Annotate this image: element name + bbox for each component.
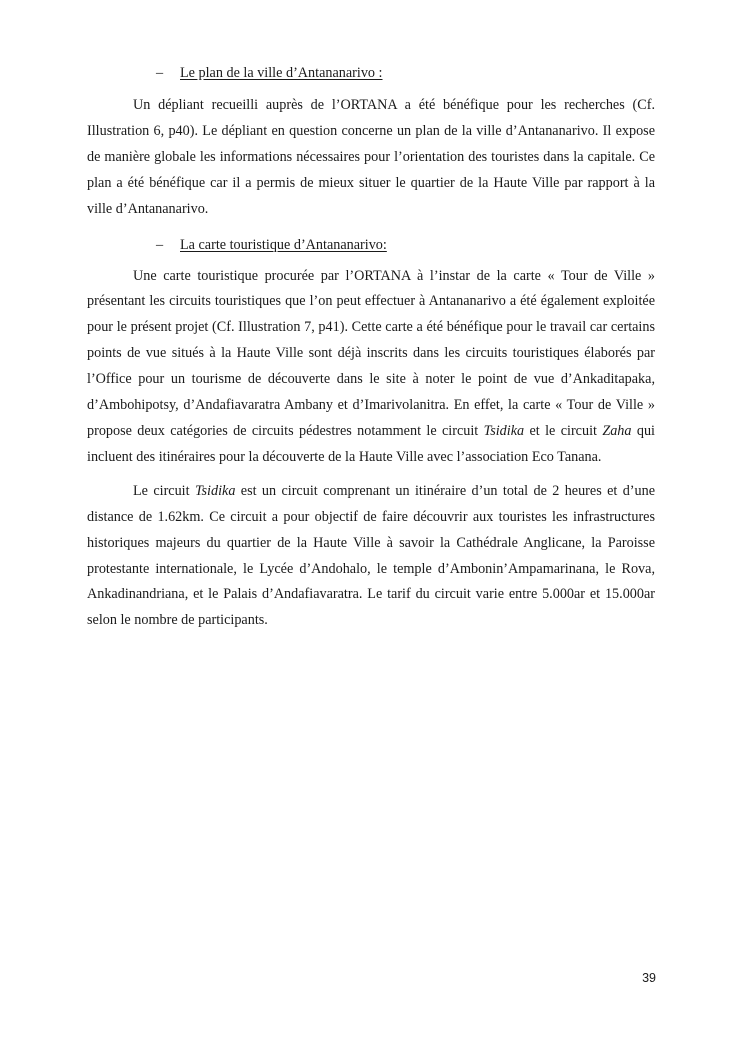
circuit-name-tsidika: Tsidika xyxy=(483,422,525,439)
section-heading-tourist-map xyxy=(87,232,655,258)
heading-text: La carte touristique d’Antananarivo: xyxy=(180,236,387,253)
page-number: 39 xyxy=(642,971,656,985)
heading-text: Le plan de la ville d’Antananarivo : xyxy=(180,65,383,81)
circuit-name-tsidika: Tsidika xyxy=(194,482,236,499)
document-page xyxy=(87,60,655,634)
section-heading-city-map xyxy=(87,60,655,86)
heading-dash: – xyxy=(156,65,164,81)
paragraph-text: Une carte touristique procurée par l’ORTANA à l’instar de la carte « Tour de Ville » présentant les circuits touristiques que l’on peut effectuer à Antananarivo a été également exploitée pour le présent projet (Cf. Illustration 7, p41). Cette carte a été bénéfique pour le travail car certains points de vue situés à la Haute Ville sont déjà inscrits dans les circuits touristiques élaborés par l’Office pour un tourisme de découverte dans le site à noter le point de vue d’Ankaditapaka, d’Ambohipotsy, d’Andafiavaratra Ambany et d’Imarivolanitra. En effet, la carte « Tour de Ville » propose deux catégories de circuits pédestres notamment le circuit xyxy=(87,267,655,439)
circuit-name-zaha: Zaha xyxy=(602,422,632,439)
heading-dash: – xyxy=(156,236,164,253)
paragraph-text: Le circuit xyxy=(133,482,195,499)
paragraph-tsidika-circuit xyxy=(87,479,655,634)
paragraph-text: est un circuit comprenant un itinéraire d’un total de 2 heures et d’une distance de 1.62km. Ce circuit a pour objectif de faire découvrir aux touristes les infrastructures historiques majeurs du quartier de la Haute Ville à savoir la Cathédrale Anglicane, la Paroisse protestante internationale, le Lycée d’Andohalo, le temple d’Ambonin’Ampamarinana, le Rova, Ankadinandriana, et le Palais d’Andafiavaratra. Le tarif du circuit varie entre 5.000ar et 15.000ar selon le nombre de participants. xyxy=(87,482,655,629)
paragraph-text: qui incluent des itinéraires pour la découverte de la Haute Ville avec l’association Eco Tanana. xyxy=(87,422,656,465)
paragraph-tourist-map xyxy=(87,264,655,471)
paragraph-city-map: Un dépliant recueilli auprès de l’ORTANA a été bénéfique pour les recherches (Cf. Illustration 6, p40). Le dépliant en question concerne un plan de la ville d’Antananarivo. Il expose de manière globale les informations nécessaires pour l’orientation des touristes dans la capitale. Ce plan a été bénéfique car il a permis de mieux situer le quartier de la Haute Ville par rapport à la ville d’Antananarivo. xyxy=(87,97,655,217)
paragraph-text: et le circuit xyxy=(524,422,603,439)
